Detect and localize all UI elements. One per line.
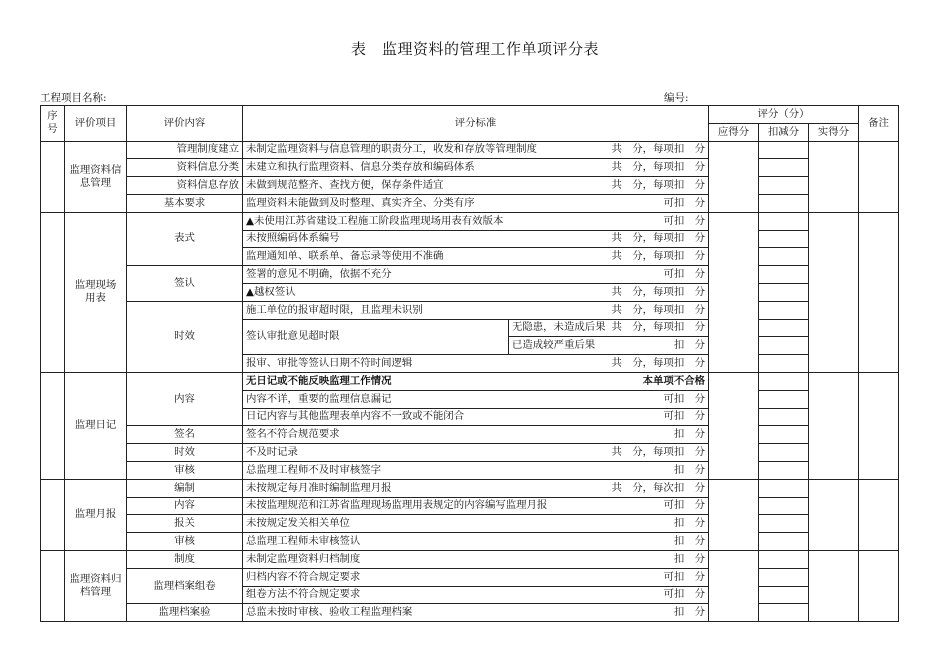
content-cell: 时效: [127, 301, 243, 372]
seq-cell: [41, 212, 65, 372]
due-score-cell[interactable]: [709, 372, 759, 479]
deduction-text: 共 分，每项扣 分: [611, 446, 705, 459]
standard-text: 未按监理规范和江苏省监理现场监理用表规定的内容编写监理月报: [246, 499, 548, 512]
content-cell: 管理制度建立: [127, 141, 243, 159]
deduction-text: 共 分，每项扣 分: [611, 357, 705, 370]
deduction-text: 扣 分: [673, 535, 705, 548]
deduction-text: 共 分，每项扣 分: [611, 250, 705, 263]
standard-cell: [243, 212, 709, 230]
standard-cell: [243, 604, 709, 622]
deduction-text: 可扣 分: [663, 499, 705, 512]
deduction-text: 可扣 分: [663, 410, 705, 423]
deduction-text: 可扣 分: [663, 588, 705, 601]
due-score-cell[interactable]: [709, 550, 759, 621]
deduct-score-cell[interactable]: [759, 550, 809, 568]
deduct-score-cell[interactable]: [759, 141, 809, 159]
content-cell: 制度: [127, 550, 243, 568]
content-cell: 审核: [127, 533, 243, 551]
standard-text: 监理通知单、联系单、备忘录等使用不准确: [246, 250, 444, 263]
number-label: 编号:: [664, 92, 689, 104]
actual-score-cell[interactable]: [809, 550, 859, 621]
deduction-text: 共 分，每项扣 分: [611, 232, 705, 245]
standard-cell: [243, 444, 709, 462]
standard-cell: [243, 426, 709, 444]
deduct-score-cell[interactable]: [759, 479, 809, 497]
deduction-text: 共 分，每次扣 分: [611, 481, 705, 494]
actual-score-cell[interactable]: [809, 212, 859, 372]
header-item: 评价项目: [65, 106, 127, 142]
header-content: 评价内容: [127, 106, 243, 142]
header-remark: 备注: [859, 106, 899, 142]
actual-score-cell[interactable]: [809, 141, 859, 212]
standard-text: 未按规定每月准时编制监理月报: [246, 481, 392, 494]
due-score-cell[interactable]: [709, 479, 759, 550]
deduct-score-cell[interactable]: [759, 390, 809, 408]
standard-cell: [243, 159, 709, 177]
remark-cell[interactable]: [859, 212, 899, 372]
standard-text: 无日记或不能反映监理工作情况: [246, 374, 392, 387]
remark-cell[interactable]: [859, 550, 899, 621]
seq-cell: [41, 141, 65, 212]
deduction-text: 扣 分: [673, 552, 705, 565]
standard-cell: [243, 550, 709, 568]
content-cell: 基本要求: [127, 194, 243, 212]
deduct-score-cell[interactable]: [759, 266, 809, 284]
substandard-cell: [509, 337, 709, 355]
page-title: 表 监理资料的管理工作单项评分表: [350, 40, 599, 58]
standard-cell: [243, 194, 709, 212]
due-score-cell[interactable]: [709, 212, 759, 372]
deduct-score-cell[interactable]: [759, 372, 809, 390]
deduction-text: 可扣 分: [663, 196, 705, 209]
deduct-score-cell[interactable]: [759, 283, 809, 301]
content-cell: 内容: [127, 497, 243, 515]
due-score-cell[interactable]: [709, 141, 759, 212]
deduct-score-cell[interactable]: [759, 461, 809, 479]
header-standard: 评分标准: [243, 106, 709, 142]
remark-cell[interactable]: [859, 372, 899, 479]
standard-cell: [243, 390, 709, 408]
deduction-text: 扣 分: [673, 517, 705, 530]
seq-cell: [41, 479, 65, 550]
standard-text: 未制定监理资料归档制度: [246, 552, 361, 565]
remark-cell[interactable]: [859, 479, 899, 550]
standard-cell: [243, 533, 709, 551]
standard-cell: [243, 408, 709, 426]
deduction-text: 扣 分: [673, 463, 705, 476]
header-due: 应得分: [709, 123, 759, 141]
content-cell: 表式: [127, 212, 243, 265]
seq-cell: [41, 550, 65, 621]
standard-text: 未按照编码体系编号: [246, 232, 340, 245]
deduct-score-cell[interactable]: [759, 212, 809, 230]
deduction-text: 扣 分: [673, 428, 705, 441]
deduct-score-cell[interactable]: [759, 586, 809, 604]
deduct-score-cell[interactable]: [759, 177, 809, 195]
standard-cell: [243, 355, 709, 373]
standard-text: 未制定监理资料与信息管理的职责分工，收发和存放等管理制度: [246, 143, 537, 156]
substandard-text: 已造成较严重后果: [512, 339, 596, 352]
header-actual: 实得分: [809, 123, 859, 141]
deduct-score-cell[interactable]: [759, 515, 809, 533]
content-cell: 时效: [127, 444, 243, 462]
deduction-text: 可扣 分: [663, 570, 705, 583]
deduct-score-cell[interactable]: [759, 533, 809, 551]
content-cell: 资料信息存放: [127, 177, 243, 195]
standard-cell: 签认审批意见超时限: [243, 319, 509, 355]
standard-text: 施工单位的报审超时限，且监理未识别: [246, 303, 423, 316]
deduct-score-cell[interactable]: [759, 444, 809, 462]
header-deduct: 扣减分: [759, 123, 809, 141]
content-cell: 监理档案组卷: [127, 568, 243, 604]
deduct-score-cell[interactable]: [759, 159, 809, 177]
content-cell: 报关: [127, 515, 243, 533]
standard-cell: [243, 230, 709, 248]
item-cell: [65, 550, 127, 621]
item-cell: 监理日记: [65, 372, 127, 479]
standard-text: 签署的意见不明确，依据不充分: [246, 268, 392, 281]
standard-text: 组卷方法不符合规定要求: [246, 588, 361, 601]
substandard-cell: [509, 319, 709, 337]
deduction-text: 可扣 分: [663, 392, 705, 405]
standard-cell: [243, 479, 709, 497]
standard-text: 报审、审批等签认日期不符时间逻辑: [246, 357, 413, 370]
standard-cell: [243, 461, 709, 479]
standard-cell: [243, 586, 709, 604]
deduct-score-cell[interactable]: [759, 408, 809, 426]
content-cell: 签认: [127, 266, 243, 302]
content-cell: 资料信息分类: [127, 159, 243, 177]
standard-text: 监理资料未能做到及时整理、真实齐全、分类有序: [246, 196, 475, 209]
deduction-text: 可扣 分: [663, 214, 705, 227]
deduction-text: 扣 分: [673, 339, 705, 352]
content-cell: 审核: [127, 461, 243, 479]
content-cell: 监理档案验: [127, 604, 243, 622]
deduct-score-cell[interactable]: [759, 194, 809, 212]
deduction-text: 共 分，每项扣 分: [611, 143, 705, 156]
standard-cell: [243, 497, 709, 515]
item-text: 监理现场用表: [74, 279, 117, 305]
standard-text: 内容不详，重要的监理信息漏记: [246, 392, 392, 405]
standard-text: 总监理工程师未审核签认: [246, 535, 361, 548]
deduct-score-cell[interactable]: [759, 301, 809, 319]
standard-cell: [243, 248, 709, 266]
deduct-score-cell[interactable]: [759, 337, 809, 355]
standard-text: ▲未使用江苏省建设工程施工阶段监理现场用表有效版本: [246, 214, 504, 227]
substandard-text: 无隐患，未造成后果: [512, 321, 606, 334]
seq-cell: [41, 372, 65, 479]
deduct-score-cell[interactable]: [759, 604, 809, 622]
deduct-score-cell[interactable]: [759, 355, 809, 373]
deduction-text: 共 分，每项扣 分: [611, 179, 705, 192]
deduct-score-cell[interactable]: [759, 568, 809, 586]
standard-cell: [243, 177, 709, 195]
item-cell: 监理月报: [65, 479, 127, 550]
content-cell: 编制: [127, 479, 243, 497]
standard-cell: [243, 283, 709, 301]
score-table: [40, 105, 899, 622]
deduction-text: 可扣 分: [663, 268, 705, 281]
standard-cell: [243, 515, 709, 533]
item-cell: 监理资料信息管理: [65, 141, 127, 212]
standard-cell: [243, 568, 709, 586]
deduct-score-cell[interactable]: [759, 497, 809, 515]
standard-text: 归档内容不符合规定要求: [246, 570, 361, 583]
standard-cell: [243, 301, 709, 319]
project-name-label: 工程项目名称:: [40, 92, 107, 104]
standard-text: 未建立和执行监理资料、信息分类存放和编码体系: [246, 161, 475, 174]
deduction-text: 共 分，每项扣 分: [611, 285, 705, 298]
standard-text: 日记内容与其他监理表单内容不一致或不能闭合: [246, 410, 465, 423]
deduct-score-cell[interactable]: [759, 319, 809, 337]
standard-text: 总监未按时审核、验收工程监理档案: [246, 606, 413, 619]
deduction-text: 扣 分: [673, 606, 705, 619]
deduct-score-cell[interactable]: [759, 230, 809, 248]
actual-score-cell[interactable]: [809, 372, 859, 479]
deduct-score-cell[interactable]: [759, 248, 809, 266]
standard-text: 签名不符合规范要求: [246, 428, 340, 441]
content-cell: 内容: [127, 372, 243, 425]
standard-text: 不及时记录: [246, 446, 298, 459]
deduction-text: 本单项不合格: [642, 374, 705, 387]
deduct-score-cell[interactable]: [759, 426, 809, 444]
item-cell: [65, 212, 127, 372]
actual-score-cell[interactable]: [809, 479, 859, 550]
standard-text: ▲越权签认: [246, 285, 296, 298]
item-text: 监理资料归档管理: [69, 573, 122, 599]
deduction-text: 共 分，每项扣 分: [611, 321, 705, 334]
standard-text: 未按规定发关相关单位: [246, 517, 350, 530]
header-seq: 序号: [41, 106, 65, 142]
deduction-text: 共 分，每项扣 分: [611, 303, 705, 316]
standard-cell: [243, 266, 709, 284]
standard-cell: [243, 372, 709, 390]
content-cell: 签名: [127, 426, 243, 444]
standard-text: 未做到规范整齐、查找方便，保存条件适宜: [246, 179, 444, 192]
deduction-text: 共 分，每项扣 分: [611, 161, 705, 174]
header-score: 评分（分）: [709, 106, 859, 124]
remark-cell[interactable]: [859, 141, 899, 212]
standard-text: 总监理工程师不及时审核签字: [246, 463, 382, 476]
standard-cell: [243, 141, 709, 159]
